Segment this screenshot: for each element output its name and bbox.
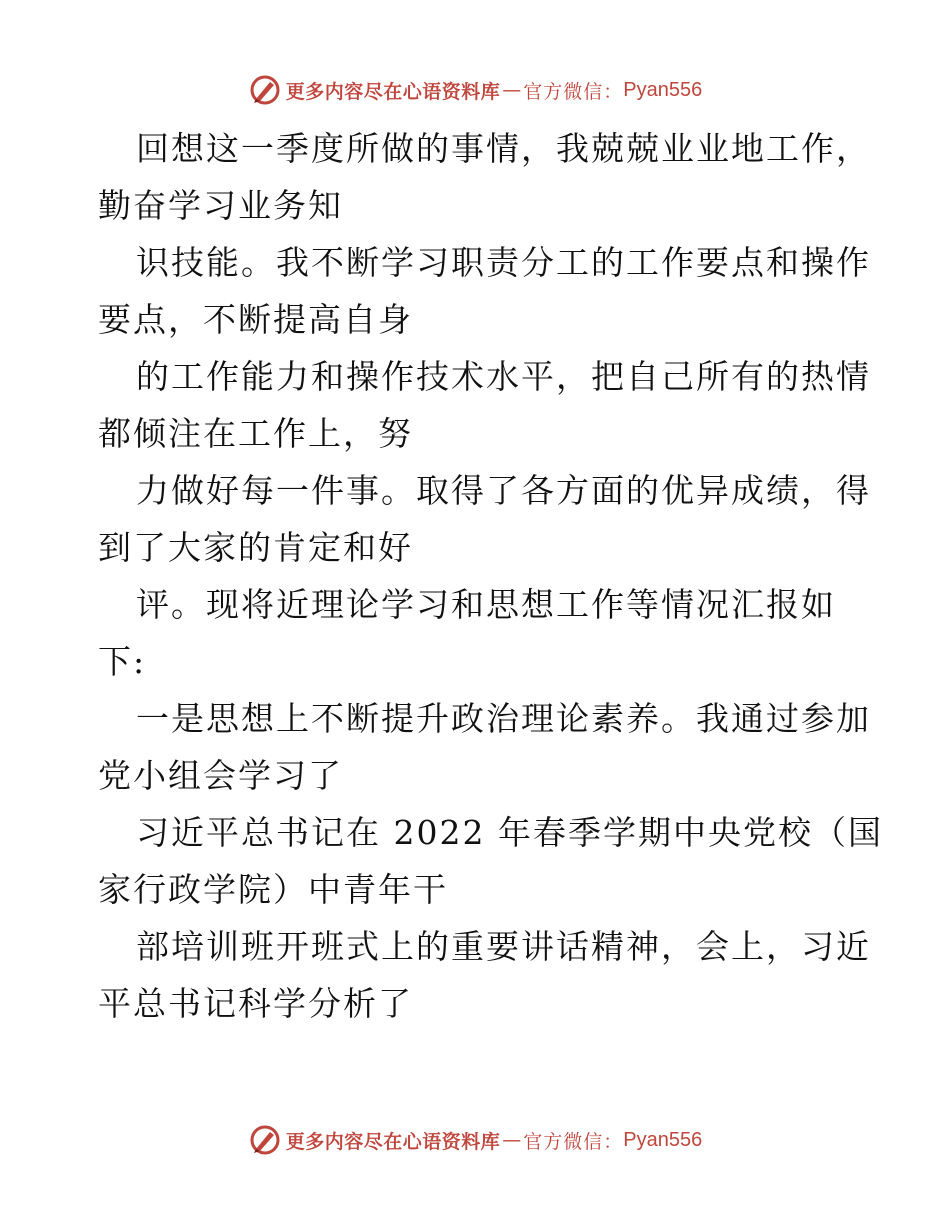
body-line: 勤奋学习业务知 bbox=[98, 186, 343, 225]
banner-wechat-label: 官方微信： bbox=[523, 1130, 624, 1153]
body-line: 平总书记科学分析了 bbox=[98, 984, 413, 1023]
banner-separator: — bbox=[502, 79, 522, 101]
body-line: 下: bbox=[98, 642, 147, 681]
body-line: 部培训班开班式上的重要讲话精神，会上，习近 bbox=[136, 927, 871, 966]
banner-wechat-label: 官方微信： bbox=[523, 80, 624, 103]
body-line: 家行政学院）中青年干 bbox=[98, 870, 448, 909]
banner-separator: — bbox=[502, 1129, 522, 1151]
body-line: 的工作能力和操作技术水平，把自己所有的热情 bbox=[136, 357, 871, 396]
banner-wechat-id: Pyan556 bbox=[623, 1128, 703, 1151]
body-line: 识技能。我不断学习职责分工的工作要点和操作 bbox=[136, 243, 871, 282]
banner-site-text: 更多内容尽在心语资料库 bbox=[285, 80, 501, 103]
banner-wechat-id: Pyan556 bbox=[623, 78, 703, 101]
body-line: 都倾注在工作上，努 bbox=[98, 414, 413, 453]
body-line: 要点，不断提高自身 bbox=[98, 300, 413, 339]
footer-banner bbox=[0, 1120, 950, 1160]
body-line: 回想这一季度所做的事情，我兢兢业业地工作， bbox=[136, 129, 871, 168]
body-line: 评。现将近理论学习和思想工作等情况汇报如 bbox=[136, 585, 836, 624]
body-line: 到了大家的肯定和好 bbox=[98, 528, 413, 567]
document-body bbox=[98, 120, 883, 1032]
pen-logo-icon bbox=[248, 73, 282, 107]
pen-logo-icon bbox=[248, 1123, 282, 1157]
body-line: 习近平总书记在 2022 年春季学期中央党校（国 bbox=[136, 813, 883, 852]
body-line: 力做好每一件事。取得了各方面的优异成绩，得 bbox=[136, 471, 871, 510]
header-banner bbox=[0, 70, 950, 110]
body-line: 党小组会学习了 bbox=[98, 756, 343, 795]
banner-site-text: 更多内容尽在心语资料库 bbox=[285, 1130, 501, 1153]
body-line: 一是思想上不断提升政治理论素养。我通过参加 bbox=[136, 699, 871, 738]
